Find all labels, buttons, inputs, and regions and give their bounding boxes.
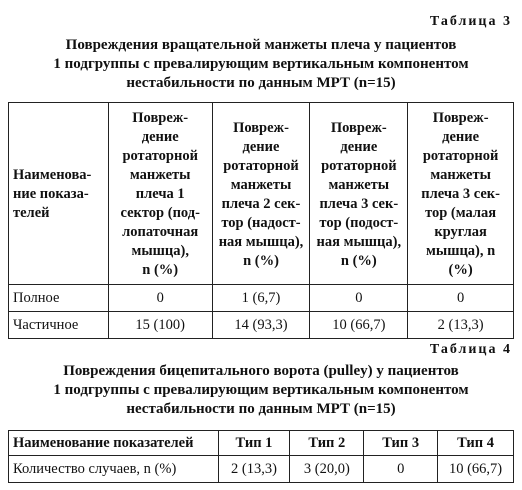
header-line: плеча 3 сек- [421,186,500,202]
header-line: плеча 3 сек- [319,195,399,212]
table2-title-line: 1 подгруппы с превалирующим вертикальным компонентом [53,382,469,398]
table1-title-line: нестабильности по данным МРТ (n=15) [126,75,396,91]
header-line: плеча 2 сек- [221,195,301,212]
header-line: мышца), [131,243,189,259]
header-line: сектор (под- [120,205,200,221]
table2-title [0,362,522,419]
table-cell: 10 (66,7) [310,312,408,339]
header-line: манжеты [328,176,390,193]
row-label: Полное [9,285,109,312]
header-line: мышца), n [426,243,496,259]
row-label: Количество случаев, n (%) [9,456,219,483]
header-line: манжеты [430,167,491,183]
header-line: n (%) [142,262,179,278]
table-cell: 0 [364,456,438,483]
header-line: дение [442,129,480,145]
header-line: лопаточная [122,224,199,240]
table-cell: 14 (93,3) [212,312,310,339]
header-line: тор (надост- [221,214,301,231]
table2-header-row [9,431,514,456]
table1-header-row [9,103,514,285]
header-line: n (%) [243,252,279,269]
table-cell: 0 [108,285,212,312]
header-line: телей [13,205,50,221]
header-line: ротаторной [321,157,397,174]
header-line: круглая [434,224,487,240]
header-line: ние показа- [13,186,89,202]
table-cell: 3 (20,0) [290,456,364,483]
header-line: дение [141,129,179,145]
table-cell: 1 (6,7) [212,285,310,312]
table1-header-sector3-teres-minor [408,103,514,285]
table1-title [0,36,522,93]
table2-header-indicator: Наименование показателей [9,431,219,456]
table-row [9,312,514,339]
table1-title-line: Повреждения вращательной манжеты плеча у пациентов [65,37,457,53]
table2-header-type3: Тип 3 [364,431,438,456]
table1-caption: Таблица 3 [429,14,512,29]
header-line: Наименова- [13,167,92,183]
table-cell: 0 [408,285,514,312]
table2-caption: Таблица 4 [429,342,512,357]
table1-header-sector3-infraspinatus [310,103,408,285]
table-cell: 2 (13,3) [218,456,290,483]
header-line: ная мышца), [316,233,402,250]
header-line: ротаторной [422,148,499,164]
header-line: Повреж- [233,119,289,136]
header-line: манжеты [129,167,191,183]
header-line: манжеты [230,176,292,193]
table-cell: 15 (100) [108,312,212,339]
table-cell: 2 (13,3) [408,312,514,339]
table-row [9,456,514,483]
table1-header-sector2 [212,103,310,285]
header-line: тор (подост- [319,214,399,231]
rotator-cuff-table [8,102,514,339]
table2-header-type2: Тип 2 [290,431,364,456]
header-line: ротаторной [122,148,198,164]
header-line: ротаторной [223,157,299,174]
header-line: тор (малая [425,205,497,221]
header-line: Повреж- [432,110,489,126]
header-line: (%) [448,262,473,278]
table2-title-line: нестабильности по данным МРТ (n=15) [126,401,396,417]
table1-header-indicator [9,103,109,285]
table2-title-line: Повреждения бицепитального ворота (pulley) у пациентов [63,363,459,379]
header-line: Повреж- [330,119,387,136]
header-line: дение [242,138,280,155]
biceps-pulley-table [8,430,514,483]
header-line: дение [340,138,378,155]
table1-title-line: 1 подгруппы с превалирующим вертикальным компонентом [53,56,469,72]
table1-header-sector1 [108,103,212,285]
table2-header-type1: Тип 1 [218,431,290,456]
header-line: ная мышца), [218,233,304,250]
table2-header-type4: Тип 4 [438,431,514,456]
header-line: плеча 1 [135,186,185,202]
header-line: Повреж- [132,110,189,126]
table-row [9,285,514,312]
row-label: Частичное [9,312,109,339]
header-line: n (%) [340,252,377,269]
table-cell: 0 [310,285,408,312]
table-cell: 10 (66,7) [438,456,514,483]
